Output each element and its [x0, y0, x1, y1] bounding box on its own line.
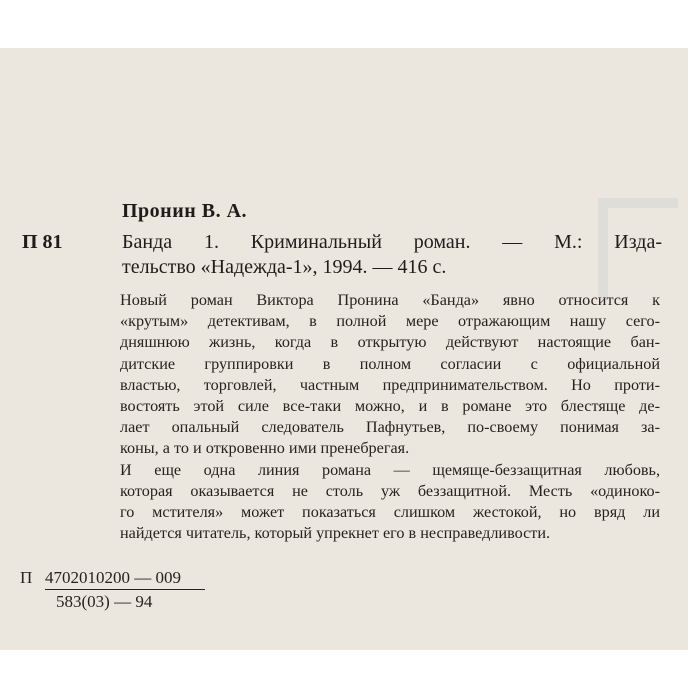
catalog-code: П 81 [22, 231, 63, 253]
abstract-line: «крутым» детективам, в полной мере отражающим нашу сего- [120, 312, 660, 331]
abstract [120, 290, 660, 544]
classification-numerator: 4702010200 — 009 [45, 568, 205, 590]
author-name: Пронин В. А. [122, 200, 248, 222]
abstract-line: востоять этой силе все-таки можно, и в романе это блестяще де- [120, 397, 660, 416]
abstract-line: Новый роман Виктора Пронина «Банда» явно относится к [120, 291, 660, 309]
abstract-line: лает опальный следователь Пафнутьев, по-своему понимая за- [120, 418, 660, 437]
catalog-card [0, 48, 688, 650]
abstract-line: найдется читатель, который упрекнет его в несправедливости. [120, 524, 551, 543]
abstract-line: коны, а то и откровенно ими пренебрегая. [120, 439, 410, 458]
classification-denominator: 583(03) — 94 [56, 592, 153, 611]
abstract-line: И еще одна линия романа — щемяще-беззащитная любовь, [120, 460, 660, 479]
abstract-line: дитские группировки в полном согласии с официальной [120, 354, 660, 373]
abstract-line: дняшнюю жизнь, когда в открытую действуют настоящие бан- [120, 333, 660, 352]
classification-letter: П [20, 568, 33, 587]
abstract-line: властью, торговлей, частным предпринимательством. Но проти- [120, 375, 660, 394]
abstract-line: которая оказывается не столь уж беззащитной. Месть «одиноко- [120, 481, 660, 500]
title-line-1: Банда 1. Криминальный роман. — М.: Изда- [122, 231, 662, 253]
title-line-2: тельство «Надежда-1», 1994. — 416 с. [122, 256, 447, 278]
abstract-line: го мстителя» может показаться слишком жестокой, но вряд ли [120, 503, 660, 522]
